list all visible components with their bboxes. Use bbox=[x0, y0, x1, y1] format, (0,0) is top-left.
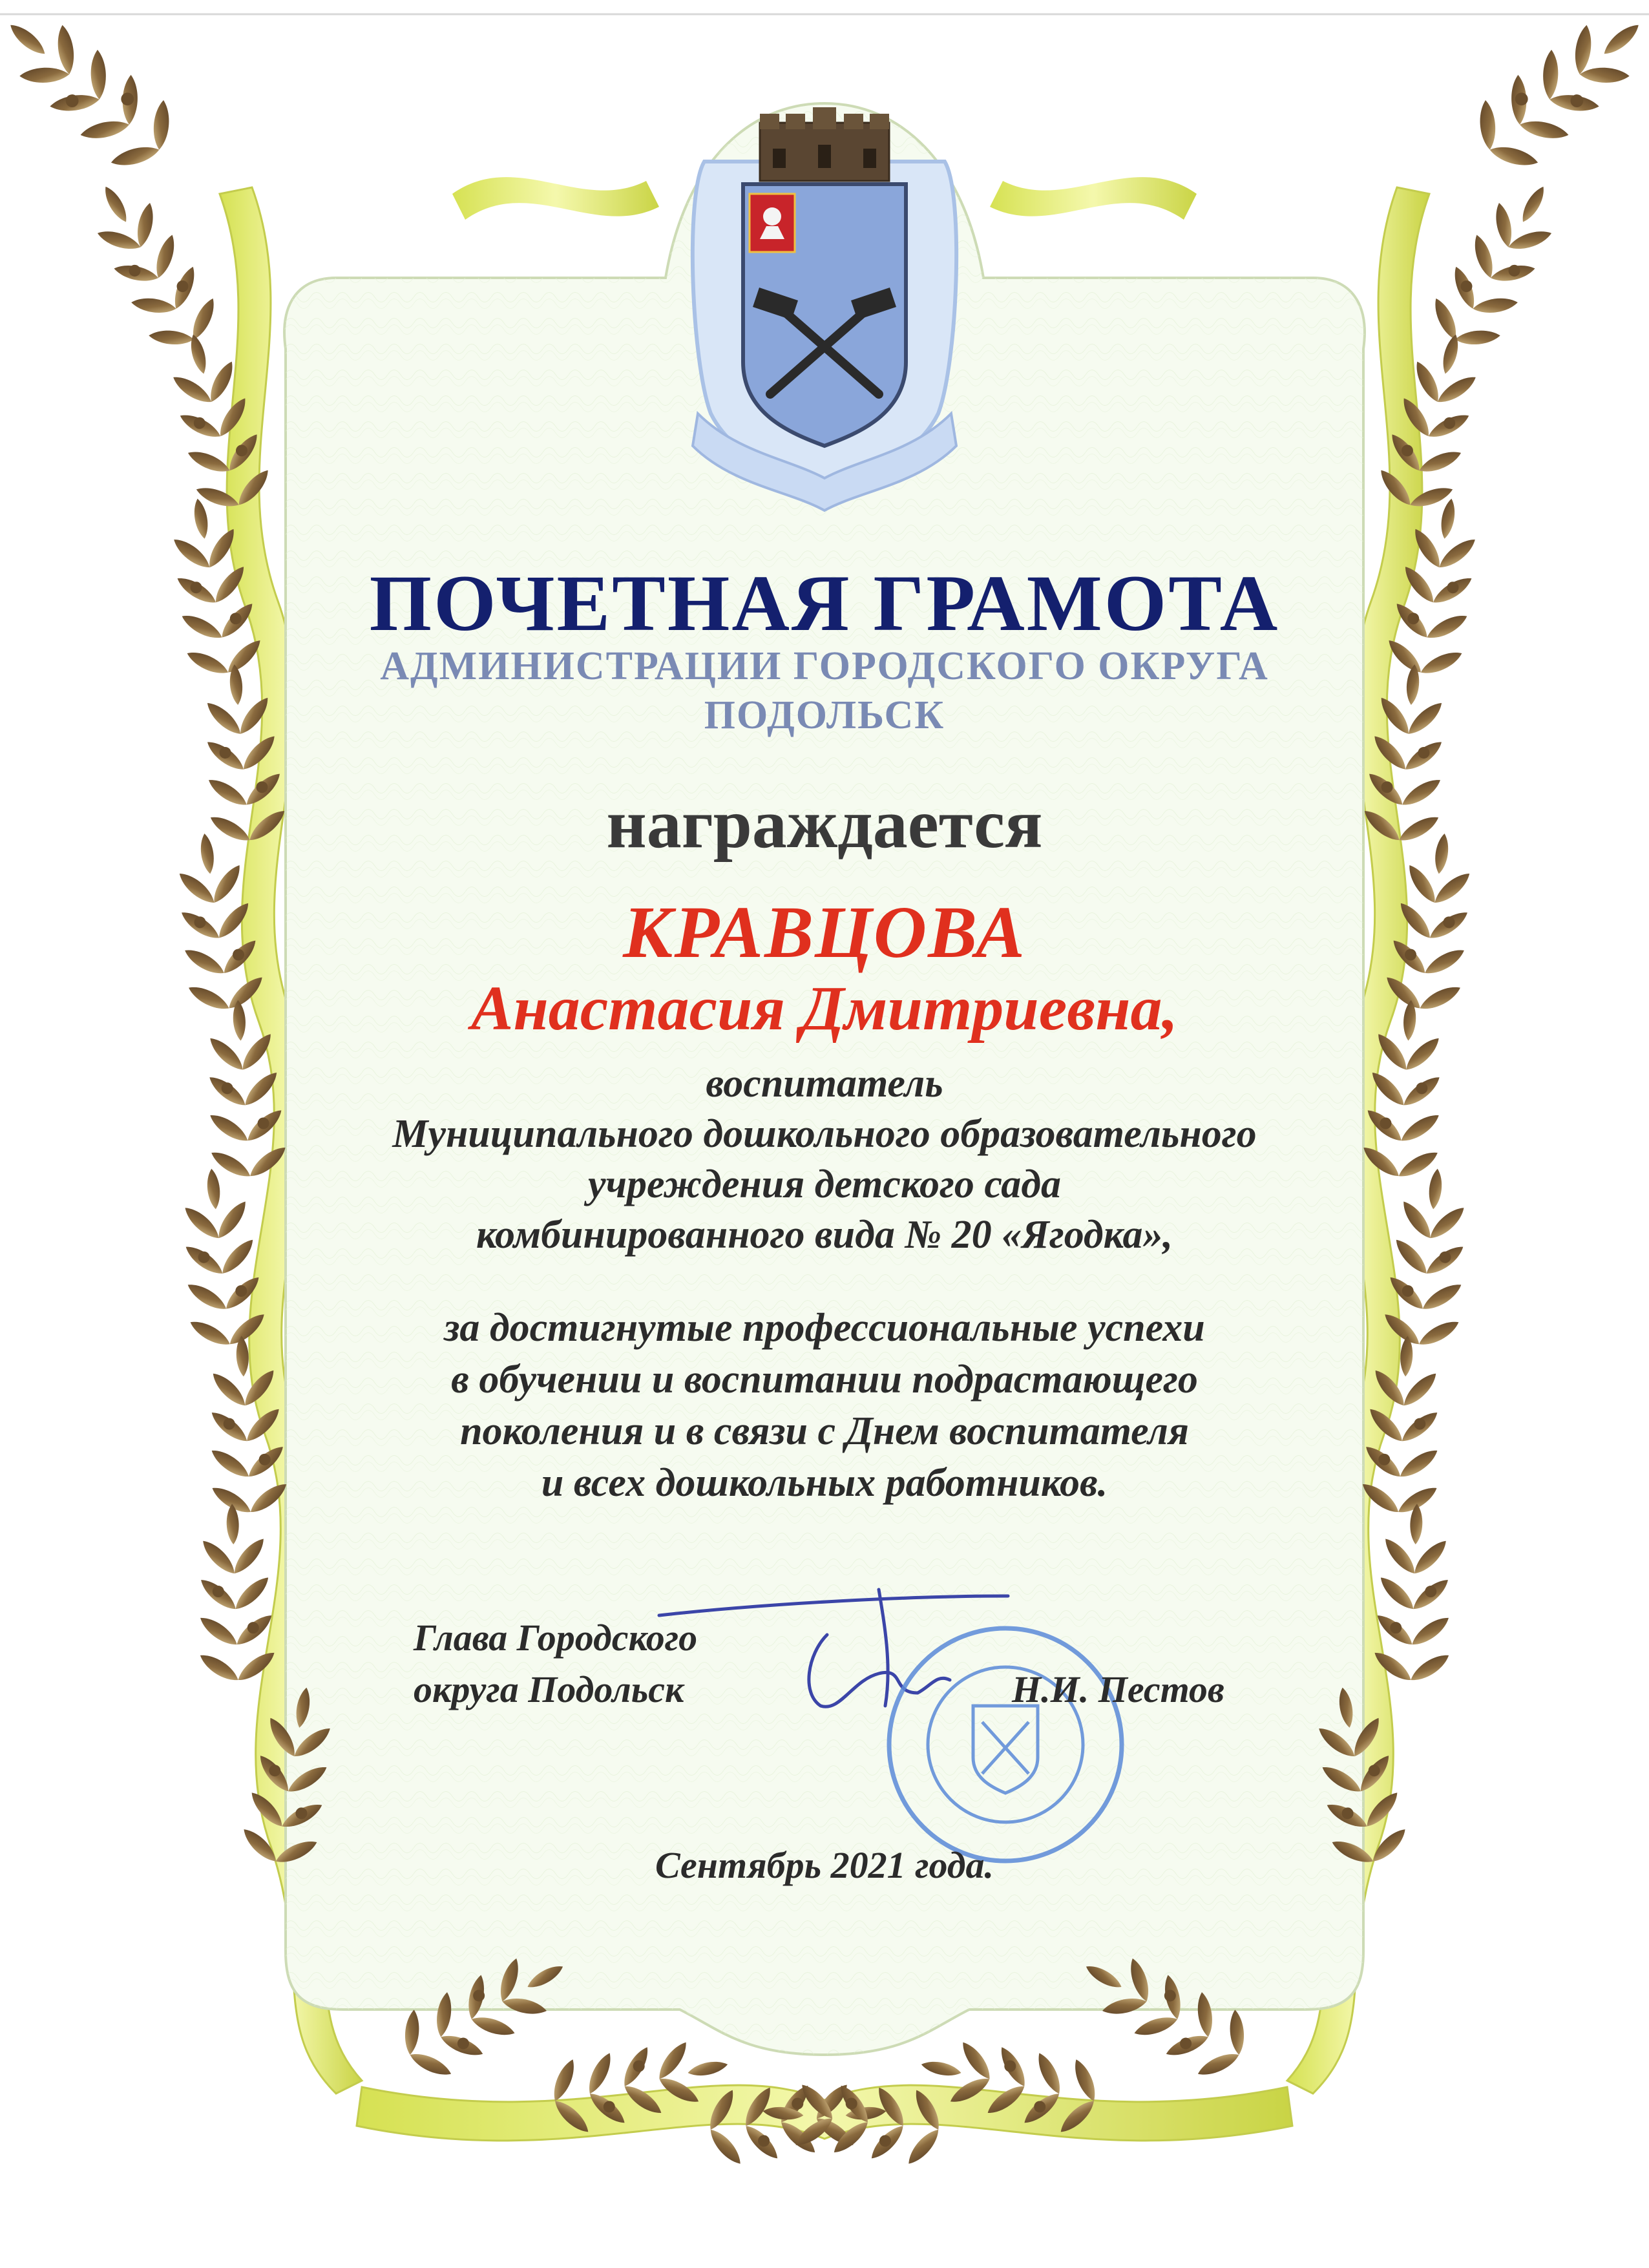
issuer-line-1: АДМИНИСТРАЦИИ ГОРОДСКОГО ОКРУГА bbox=[380, 644, 1269, 688]
position-line-4: комбинированного вида № 20 «Ягодка», bbox=[476, 1213, 1173, 1257]
reason-line-4: и всех дошкольных работников. bbox=[541, 1461, 1108, 1505]
reason-line-1: за достигнутые профессиональные успехи bbox=[444, 1306, 1205, 1350]
issuer-line-2: ПОДОЛЬСК bbox=[704, 693, 945, 737]
signatory-name: Н.И. Пестов bbox=[1012, 1668, 1224, 1710]
recipient-surname: КРАВЦОВА bbox=[623, 891, 1026, 973]
certificate-title: ПОЧЕТНАЯ ГРАМОТА bbox=[369, 559, 1280, 647]
position-line-2: Муниципального дошкольного образовательного bbox=[392, 1112, 1257, 1156]
signatory-title-line-2: округа Подольск bbox=[414, 1668, 684, 1710]
position-line-3: учреждения детского сада bbox=[587, 1162, 1061, 1206]
position-line-1: воспитатель bbox=[706, 1062, 943, 1106]
reason-line-3: поколения и в связи с Днем воспитателя bbox=[460, 1409, 1189, 1453]
reason-line-2: в обучении и воспитании подрастающего bbox=[451, 1358, 1198, 1402]
recipient-given-names: Анастасия Дмитриевна, bbox=[471, 974, 1178, 1044]
awarded-label: награждается bbox=[606, 786, 1043, 863]
issue-date: Сентябрь 2021 года. bbox=[655, 1844, 994, 1886]
signatory-title-line-1: Глава Городского bbox=[414, 1617, 698, 1659]
podolsk-coat-of-arms-icon bbox=[693, 107, 956, 510]
